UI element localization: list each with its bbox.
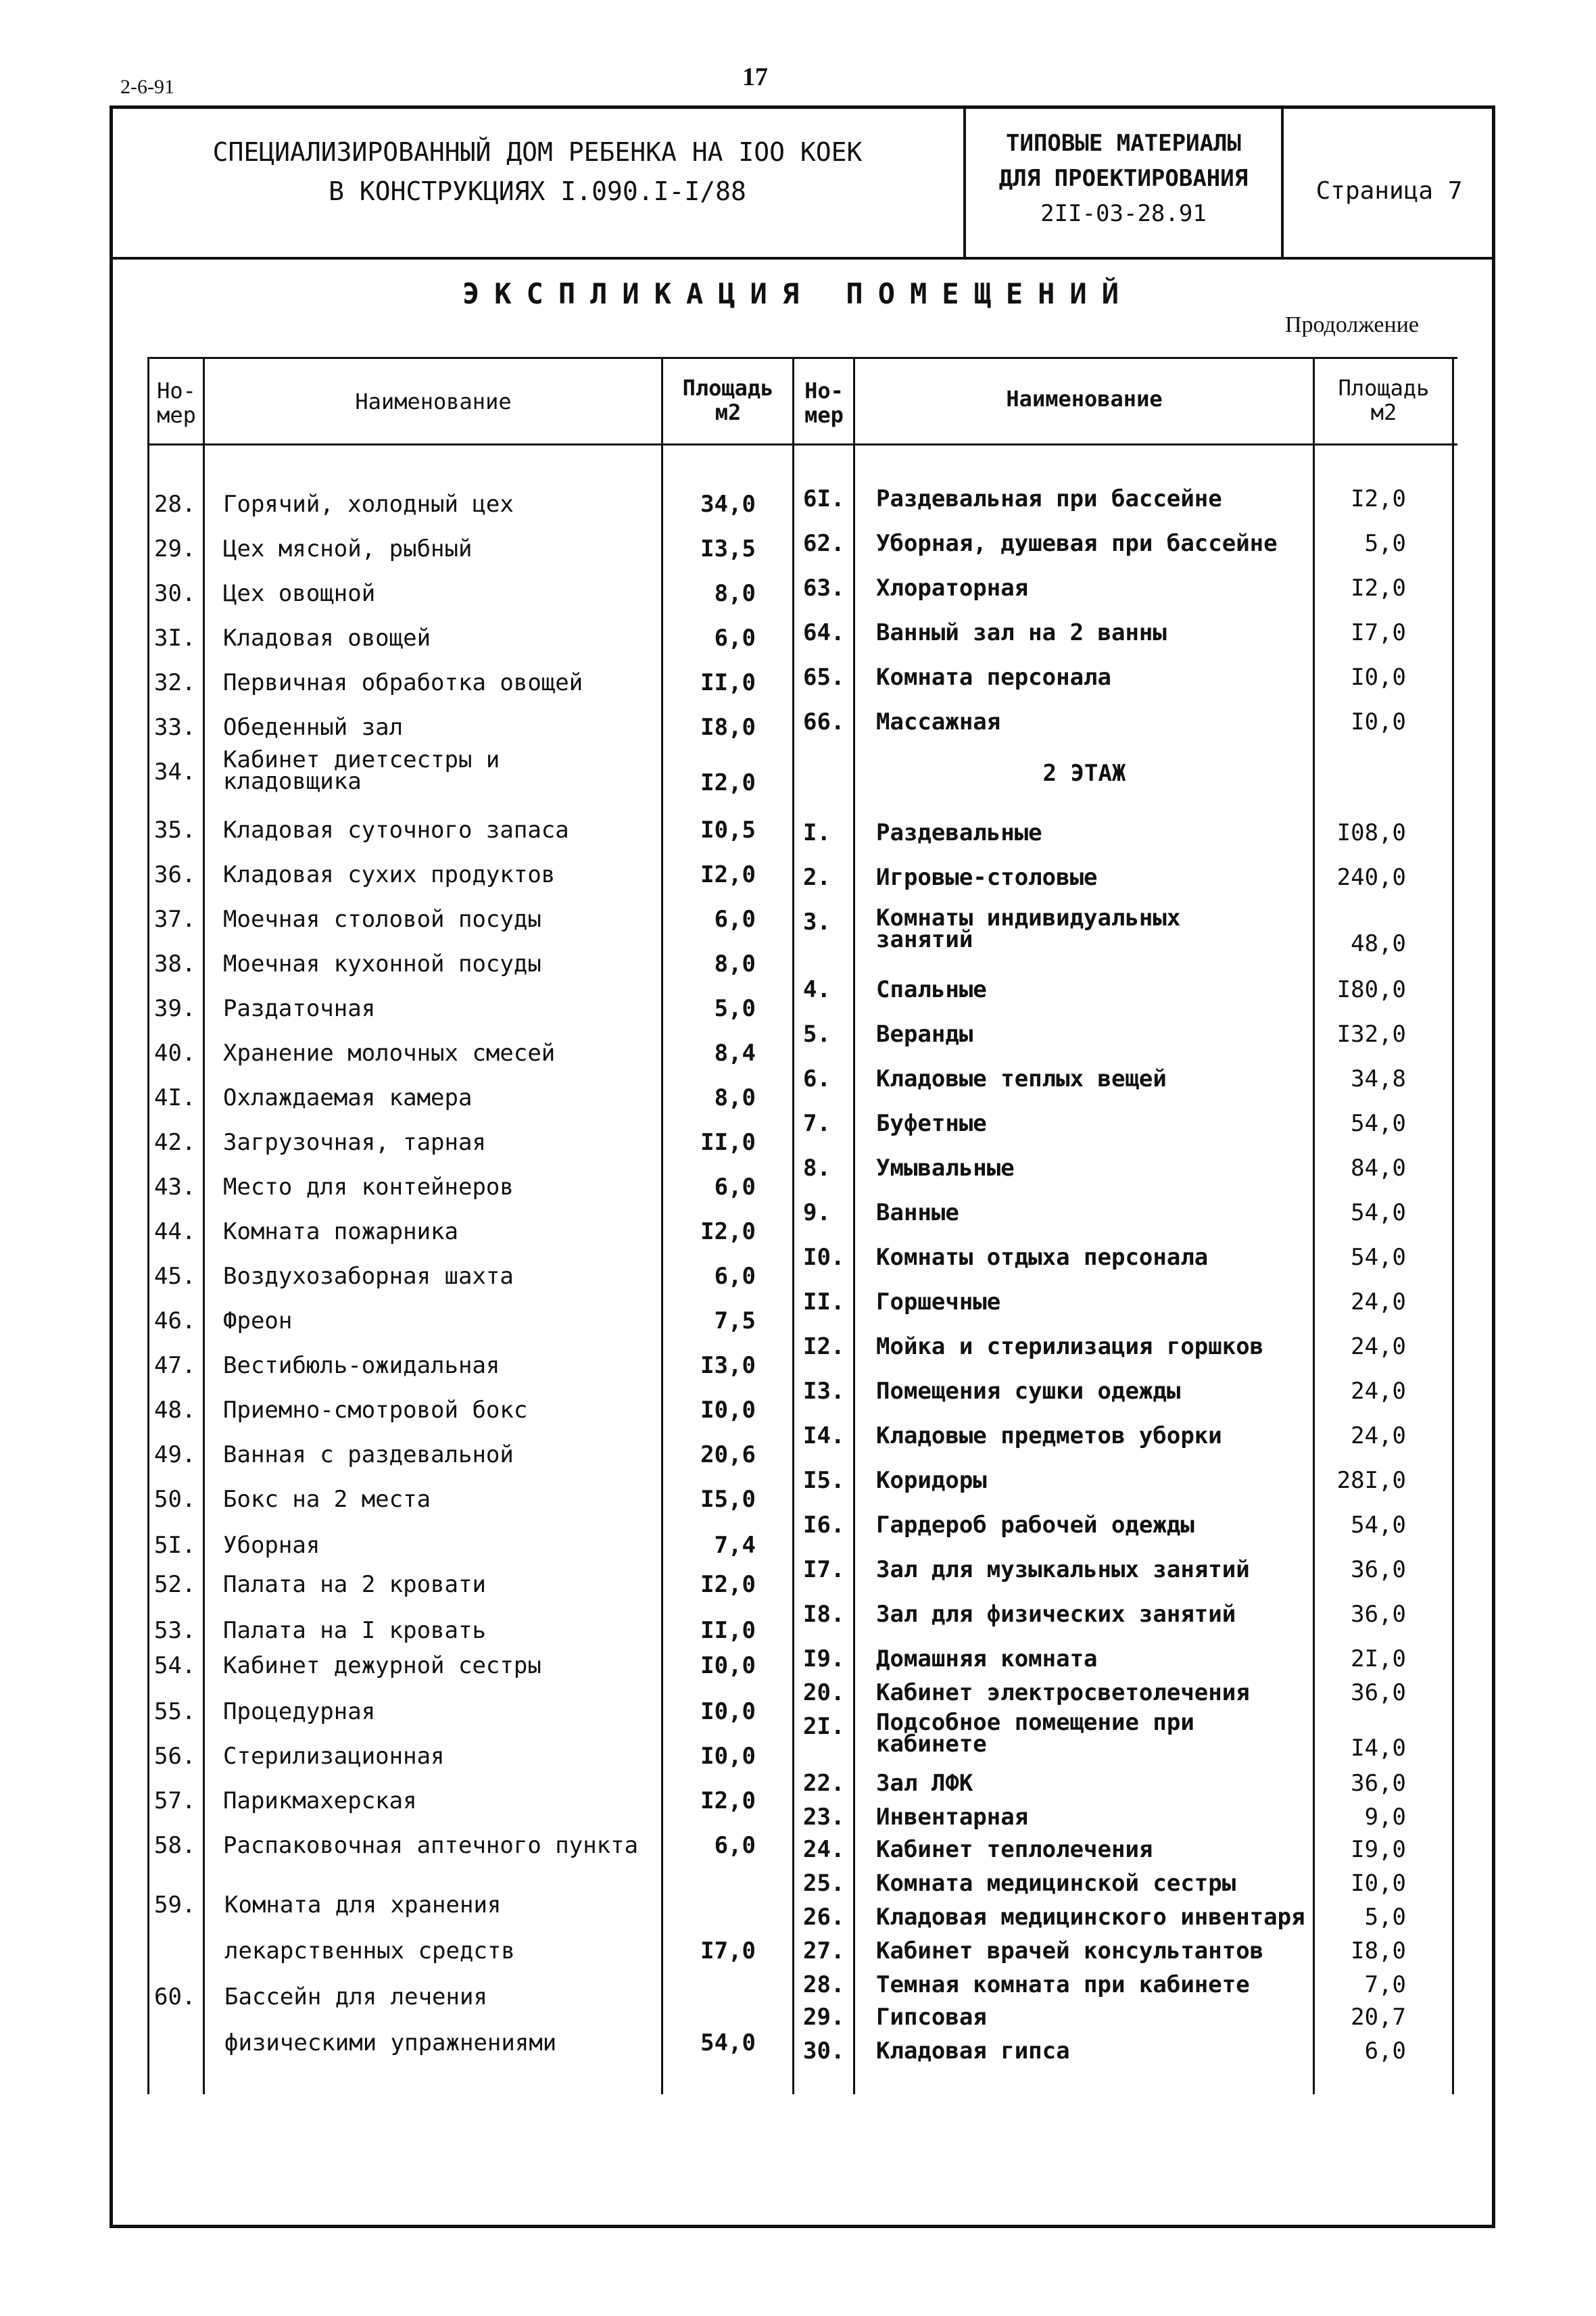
- row-number: I9.: [803, 1645, 845, 1672]
- room-area: 6,0: [714, 625, 756, 652]
- room-name: Место для контейнеров: [223, 1174, 514, 1201]
- room-area: 24,0: [1351, 1378, 1406, 1405]
- room-name: Спальные: [876, 976, 987, 1003]
- room-name: Инвентарная: [876, 1804, 1029, 1831]
- row-number: I6.: [803, 1512, 845, 1539]
- room-area: 240,0: [1336, 864, 1406, 891]
- row-number: 49.: [154, 1441, 196, 1468]
- room-area: 54,0: [1351, 1110, 1406, 1137]
- room-name: Кладовая гипса: [876, 2037, 1070, 2065]
- room-name: Зал для физических занятий: [876, 1601, 1236, 1628]
- row-number: I5.: [803, 1467, 845, 1494]
- row-number: I3.: [803, 1378, 845, 1405]
- row-number: 25.: [803, 1870, 845, 1897]
- row-number: 44.: [154, 1218, 196, 1245]
- room-name: Цех овощной: [223, 580, 376, 607]
- room-name: Раздевальные: [876, 819, 1042, 846]
- room-area: 2I,0: [1351, 1645, 1406, 1672]
- room-name: Веранды: [876, 1021, 973, 1048]
- row-number: 37.: [154, 906, 196, 933]
- room-name: Домашняя комната: [876, 1645, 1098, 1672]
- row-number: 64.: [803, 619, 845, 646]
- room-area: II,0: [700, 1129, 756, 1156]
- series-block: [968, 126, 1279, 231]
- room-area: I2,0: [700, 769, 756, 796]
- room-name: Умывальные: [876, 1155, 1015, 1182]
- row-number: 54.: [154, 1652, 196, 1679]
- room-name: Комната пожарника: [223, 1218, 458, 1245]
- title-block-main: [122, 132, 953, 211]
- row-number: 22.: [803, 1770, 845, 1797]
- room-area: I3,5: [700, 535, 756, 562]
- row-number: 2I.: [803, 1713, 845, 1740]
- row-number: 39.: [154, 995, 196, 1022]
- room-area: 7,4: [714, 1532, 756, 1559]
- room-name: Кладовая суточного запаса: [223, 817, 569, 844]
- col-line-1: [147, 357, 149, 2094]
- room-area: 84,0: [1351, 1155, 1406, 1182]
- room-area: 6,0: [714, 1263, 756, 1290]
- room-name: Ванный зал на 2 ванны: [876, 619, 1167, 646]
- room-name: Темная комната при кабинете: [876, 1971, 1250, 1998]
- room-name: Ванные: [876, 1199, 959, 1226]
- row-number: 6I.: [803, 485, 845, 512]
- title-divider-1: [963, 105, 966, 257]
- room-area: 7,5: [714, 1307, 756, 1334]
- room-area: II,0: [700, 1617, 756, 1644]
- row-number: 5.: [803, 1021, 831, 1048]
- room-area: 6,0: [714, 906, 756, 933]
- room-name: Мойка и стерилизация горшков: [876, 1333, 1264, 1360]
- room-name: Загрузочная, тарная: [223, 1129, 486, 1156]
- row-number: 6.: [803, 1065, 831, 1092]
- row-number: 34.: [154, 758, 196, 786]
- room-area: 24,0: [1351, 1288, 1406, 1316]
- room-area: I2,0: [1351, 575, 1406, 602]
- row-number: 35.: [154, 817, 196, 844]
- row-number: 26.: [803, 1904, 845, 1931]
- room-name: Горячий, холодный цех: [223, 491, 514, 518]
- col-line-6: [1313, 357, 1315, 2094]
- room-area: 36,0: [1351, 1770, 1406, 1797]
- row-number: 42.: [154, 1129, 196, 1156]
- room-area: I0,0: [1351, 1870, 1406, 1897]
- room-area: I80,0: [1336, 976, 1406, 1003]
- row-number: 43.: [154, 1174, 196, 1201]
- room-name: Уборная: [223, 1532, 320, 1559]
- row-number: I4.: [803, 1422, 845, 1449]
- room-name: Раздаточная: [223, 995, 376, 1022]
- room-area: 36,0: [1351, 1556, 1406, 1583]
- room-name-continued: физическими упражнениями: [224, 2029, 557, 2056]
- room-area: I0,0: [700, 1397, 756, 1424]
- room-area: 24,0: [1351, 1422, 1406, 1449]
- row-number: 9.: [803, 1199, 831, 1226]
- room-name: Хлораторная: [876, 575, 1029, 602]
- room-name: Стерилизационная: [223, 1743, 445, 1770]
- room-name: Хранение молочных смесей: [223, 1040, 556, 1067]
- room-name: Воздухозаборная шахта: [223, 1263, 514, 1290]
- col-line-7: [1452, 357, 1454, 2094]
- room-area: 5,0: [1364, 1904, 1406, 1931]
- room-name: Массажная: [876, 708, 1001, 735]
- room-name: Комната медицинской сестры: [876, 1870, 1236, 1897]
- room-area: 6,0: [714, 1832, 756, 1859]
- room-name: Цех мясной, рыбный: [223, 535, 473, 562]
- room-area: 36,0: [1351, 1601, 1406, 1628]
- room-area: II,0: [700, 669, 756, 696]
- room-area: I0,0: [1351, 708, 1406, 735]
- room-name: Ванная с раздевальной: [223, 1441, 514, 1468]
- room-area: I9,0: [1351, 1836, 1406, 1863]
- room-area: 7,0: [1364, 1971, 1406, 1998]
- series-line-3: 2II-03-28.91: [1040, 200, 1207, 227]
- row-number: 8.: [803, 1155, 831, 1182]
- room-area: I0,0: [700, 1743, 756, 1770]
- col-line-3: [661, 357, 663, 2094]
- room-area: I2,0: [700, 1787, 756, 1814]
- row-number: 57.: [154, 1787, 196, 1814]
- room-area: 6,0: [1364, 2037, 1406, 2065]
- row-number: 28.: [803, 1971, 845, 1998]
- series-line-1: ТИПОВЫЕ МАТЕРИАЛЫ: [1006, 130, 1241, 157]
- row-number: I2.: [803, 1333, 845, 1360]
- row-number: 65.: [803, 664, 845, 691]
- room-name: Моечная столовой посуды: [223, 906, 541, 933]
- row-number: 27.: [803, 1937, 845, 1964]
- row-number: 45.: [154, 1263, 196, 1290]
- col-header-name-left: Наименование: [355, 389, 512, 414]
- room-name: Игровые-столовые: [876, 864, 1098, 891]
- room-area: 6,0: [714, 1174, 756, 1201]
- room-name: Кладовая овощей: [223, 625, 431, 652]
- room-name: Кабинет электросветолечения: [876, 1679, 1250, 1706]
- row-number: 60.: [154, 1983, 196, 2010]
- room-name: Раздевальная при бассейне: [876, 485, 1222, 512]
- room-name: Помещения сушки одежды: [876, 1378, 1181, 1405]
- room-name: Кабинет дежурной сестры: [223, 1652, 541, 1679]
- room-area: I0,0: [1351, 664, 1406, 691]
- room-area: I2,0: [700, 1571, 756, 1598]
- room-name: Комнаты отдыха персонала: [876, 1244, 1209, 1271]
- row-number: 7.: [803, 1110, 831, 1137]
- col-header-area-left: Площадь м2: [682, 375, 774, 425]
- row-number: II.: [803, 1288, 845, 1316]
- room-area: I0,0: [700, 1698, 756, 1725]
- room-name: Кладовые теплых вещей: [876, 1065, 1167, 1092]
- col-line-5: [853, 357, 855, 2094]
- room-name: Моечная кухонной посуды: [223, 950, 541, 978]
- room-name: Бассейн для лечения: [224, 1983, 487, 2010]
- room-area: I0,5: [700, 817, 756, 844]
- continuation-label: Продолжение: [1284, 312, 1419, 337]
- room-name: Уборная, душевая при бассейне: [876, 530, 1278, 557]
- room-area: 24,0: [1351, 1333, 1406, 1360]
- room-name: Гипсовая: [876, 2004, 987, 2031]
- row-number: I.: [803, 819, 831, 846]
- room-name: Охлаждаемая камера: [223, 1084, 473, 1111]
- room-name: Парикмахерская: [223, 1787, 417, 1814]
- room-name: Горшечные: [876, 1288, 1001, 1316]
- room-name: Комната персонала: [876, 664, 1111, 691]
- row-number: 28.: [154, 491, 196, 518]
- floor-label: 2 ЭТАЖ: [1042, 760, 1126, 787]
- row-number: 62.: [803, 530, 845, 557]
- row-number: 59.: [154, 1891, 196, 1919]
- room-name: Подсобное помещение при кабинете: [876, 1709, 1194, 1758]
- row-number: 56.: [154, 1743, 196, 1770]
- room-area: 5,0: [1364, 530, 1406, 557]
- title-divider-2: [1281, 105, 1284, 257]
- row-number: 58.: [154, 1832, 196, 1859]
- row-number: 33.: [154, 714, 196, 741]
- row-number: 3I.: [154, 625, 196, 652]
- room-name: Бокс на 2 места: [223, 1486, 431, 1513]
- row-number: I7.: [803, 1556, 845, 1583]
- room-area: I7,0: [700, 1937, 756, 1964]
- table-header-rule: [147, 443, 1457, 445]
- room-name: Кладовая сухих продуктов: [223, 861, 556, 888]
- room-area: I4,0: [1351, 1735, 1406, 1762]
- row-number: 4I.: [154, 1084, 196, 1111]
- title-line-1: СПЕЦИАЛИЗИРОВАННЫЙ ДОМ РЕБЕНКА НА IOO КОЕК: [212, 137, 863, 167]
- col-header-area-right: Площадь м2: [1338, 375, 1430, 425]
- room-area: 5,0: [714, 995, 756, 1022]
- room-name-continued: лекарственных средств: [224, 1937, 515, 1964]
- room-name: Кладовая медицинского инвентаря: [876, 1904, 1305, 1931]
- room-area: 9,0: [1364, 1804, 1406, 1831]
- room-name: Буфетные: [876, 1110, 987, 1137]
- row-number: 46.: [154, 1307, 196, 1334]
- row-number: 48.: [154, 1397, 196, 1424]
- room-name: Зал ЛФК: [876, 1770, 973, 1797]
- room-area: I3,0: [700, 1352, 756, 1379]
- page-number: 17: [742, 63, 768, 91]
- room-name: Распаковочная аптечного пункта: [223, 1832, 639, 1859]
- row-number: 66.: [803, 708, 845, 735]
- room-area: I5,0: [700, 1486, 756, 1513]
- room-name: Кабинет теплолечения: [876, 1836, 1153, 1863]
- room-area: 20,6: [700, 1441, 756, 1468]
- room-name: Зал для музыкальных занятий: [876, 1556, 1250, 1583]
- row-number: 23.: [803, 1804, 845, 1831]
- room-area: I7,0: [1351, 619, 1406, 646]
- room-name: Обеденный зал: [223, 714, 404, 741]
- room-area: I32,0: [1336, 1021, 1406, 1048]
- col-line-2: [203, 357, 205, 2094]
- room-area: 8,4: [714, 1040, 756, 1067]
- room-name: Гардероб рабочей одежды: [876, 1512, 1194, 1539]
- row-number: 63.: [803, 575, 845, 602]
- row-number: 50.: [154, 1486, 196, 1513]
- room-area: 54,0: [1351, 1199, 1406, 1226]
- room-area: 54,0: [1351, 1512, 1406, 1539]
- room-name: Приемно-смотровой бокс: [223, 1397, 528, 1424]
- room-area: 54,0: [1351, 1244, 1406, 1271]
- room-area: I08,0: [1336, 819, 1406, 846]
- series-line-2: ДЛЯ ПРОЕКТИРОВАНИЯ: [998, 165, 1249, 192]
- room-area: 8,0: [714, 1084, 756, 1111]
- room-area: I8,0: [700, 714, 756, 741]
- col-header-name-right: Наименование: [1006, 386, 1163, 412]
- row-number: 29.: [154, 535, 196, 562]
- row-number: 3.: [803, 909, 831, 936]
- row-number: 52.: [154, 1571, 196, 1598]
- room-area: 8,0: [714, 950, 756, 978]
- row-number: I0.: [803, 1244, 845, 1271]
- room-name: Кабинет диетсестры и кладовщика: [223, 746, 500, 795]
- room-name: Комната для хранения: [224, 1891, 502, 1919]
- room-name: Палата на I кровать: [223, 1617, 486, 1644]
- room-name: Процедурная: [223, 1698, 376, 1725]
- room-area: I0,0: [700, 1652, 756, 1679]
- page-label: Страница 7: [1315, 177, 1463, 205]
- room-area: 34,8: [1351, 1065, 1406, 1092]
- room-area: 54,0: [700, 2029, 756, 2056]
- section-heading: ЭКСПЛИКАЦИЯ ПОМЕЩЕНИЙ: [462, 277, 1134, 310]
- room-area: I2,0: [700, 1218, 756, 1245]
- row-number: 32.: [154, 669, 196, 696]
- row-number: I8.: [803, 1601, 845, 1628]
- col-header-num-right: Но- мер: [804, 378, 844, 428]
- row-number: 55.: [154, 1698, 196, 1725]
- col-header-num-left: Но- мер: [157, 378, 196, 428]
- row-number: 4.: [803, 976, 831, 1003]
- row-number: 29.: [803, 2004, 845, 2031]
- room-area: 36,0: [1351, 1679, 1406, 1706]
- row-number: 2.: [803, 864, 831, 891]
- document-code: 2-6-91: [120, 76, 174, 98]
- col-line-4: [792, 357, 794, 2094]
- room-name: Первичная обработка овощей: [223, 669, 583, 696]
- row-number: 30.: [154, 580, 196, 607]
- row-number: 36.: [154, 861, 196, 888]
- title-block-bottom-rule: [110, 257, 1495, 260]
- row-number: 5I.: [154, 1532, 196, 1559]
- room-area: 48,0: [1351, 930, 1406, 957]
- room-area: 8,0: [714, 580, 756, 607]
- row-number: 30.: [803, 2037, 845, 2065]
- room-area: I2,0: [700, 861, 756, 888]
- room-name: Палата на 2 кровати: [223, 1571, 486, 1598]
- room-name: Кабинет врачей консультантов: [876, 1937, 1264, 1964]
- room-name: Фреон: [223, 1307, 293, 1334]
- room-area: I2,0: [1351, 485, 1406, 512]
- title-line-2: В КОНСТРУКЦИЯХ I.090.I-I/88: [329, 176, 746, 206]
- room-area: 20,7: [1351, 2004, 1406, 2031]
- room-area: 28I,0: [1336, 1467, 1406, 1494]
- room-name: Комнаты индивидуальных занятий: [876, 904, 1181, 953]
- room-area: I8,0: [1351, 1937, 1406, 1964]
- row-number: 20.: [803, 1679, 845, 1706]
- row-number: 24.: [803, 1836, 845, 1863]
- room-name: Коридоры: [876, 1467, 987, 1494]
- room-name: Вестибюль-ожидальная: [223, 1352, 500, 1379]
- row-number: 47.: [154, 1352, 196, 1379]
- row-number: 53.: [154, 1617, 196, 1644]
- row-number: 38.: [154, 950, 196, 978]
- room-area: 34,0: [700, 491, 756, 518]
- table-top-rule: [147, 357, 1457, 359]
- room-name: Кладовые предметов уборки: [876, 1422, 1222, 1449]
- row-number: 40.: [154, 1040, 196, 1067]
